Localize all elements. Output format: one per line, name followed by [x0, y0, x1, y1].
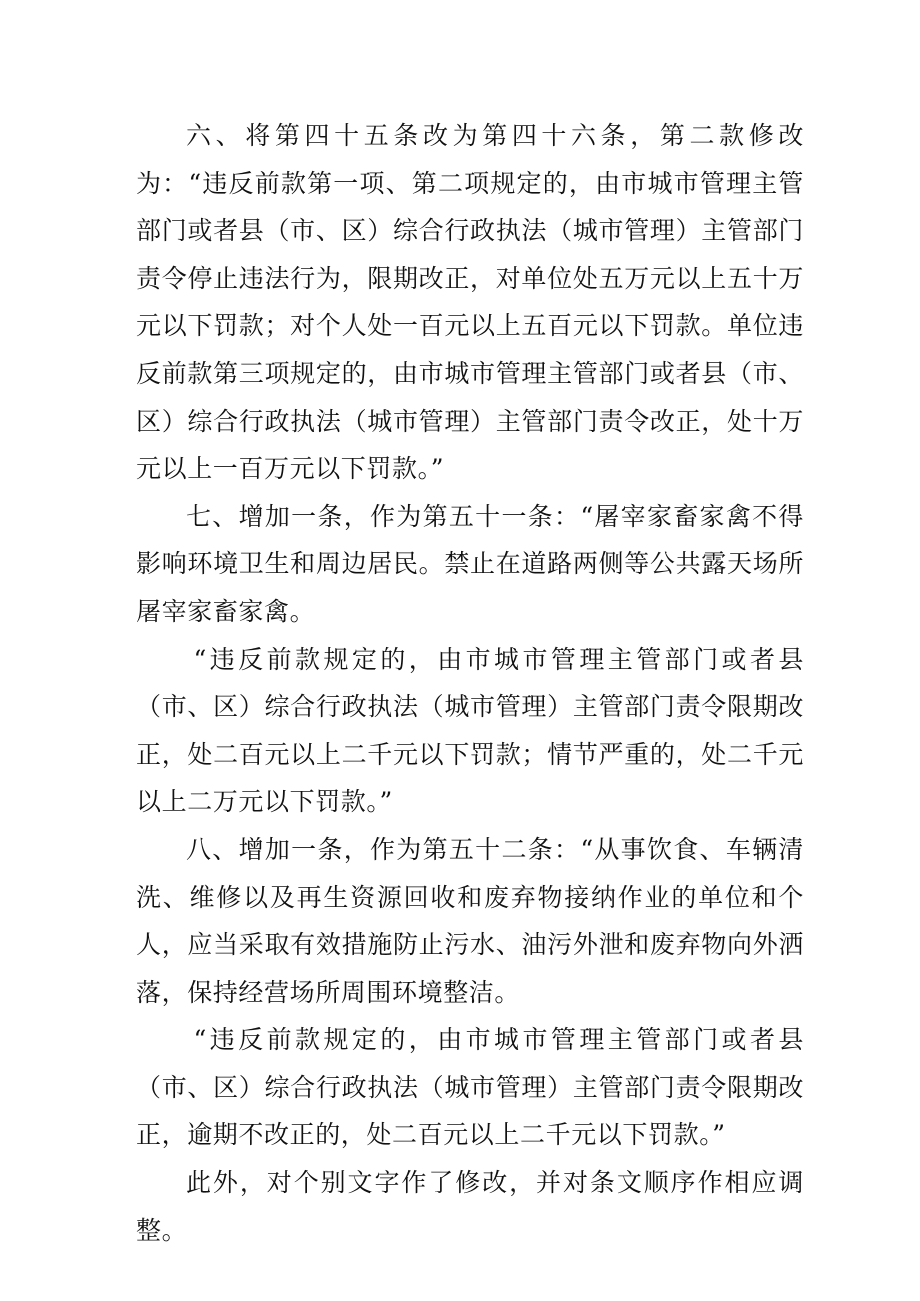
paragraph-closing-note: 此外，对个别文字作了修改，并对条文顺序作相应调整。 [136, 1168, 804, 1245]
paragraph-article-eight-penalty: “违反前款规定的，由市城市管理主管部门或者县（市、区）综合行政执法（城市管理）主管部门责令限期改正，逾期不改正的，处二百元以上二千元以下罚款。” [136, 1025, 804, 1150]
document-body [136, 112, 804, 1254]
paragraph-article-six: 六、将第四十五条改为第四十六条，第二款修改为：“违反前款第一项、第二项规定的，由市城市管理主管部门或者县（市、区）综合行政执法（城市管理）主管部门责令停止违法行为，限期改正，对单位处五万元以上五十万元以下罚款；对个人处一百元以上五百元以下罚款。单位违反前款第三项规定的，由市城市管理主管部门或者县（市、区）综合行政执法（城市管理）主管部门责令改正，处十万元以上一百万元以下罚款。” [136, 121, 804, 484]
paragraph-article-seven: 七、增加一条，作为第五十一条：“屠宰家畜家禽不得影响环境卫生和周边居民。禁止在道路两侧等公共露天场所屠宰家畜家禽。 [136, 501, 804, 626]
paragraph-article-seven-penalty: “违反前款规定的，由市城市管理主管部门或者县（市、区）综合行政执法（城市管理）主管部门责令限期改正，处二百元以上二千元以下罚款；情节严重的，处二千元以上二万元以下罚款。” [136, 644, 804, 817]
paragraph-article-eight: 八、增加一条，作为第五十二条：“从事饮食、车辆清洗、维修以及再生资源回收和废弃物接纳作业的单位和个人，应当采取有效措施防止污水、油污外泄和废弃物向外洒落，保持经营场所周围环境整洁。 [136, 834, 804, 1007]
